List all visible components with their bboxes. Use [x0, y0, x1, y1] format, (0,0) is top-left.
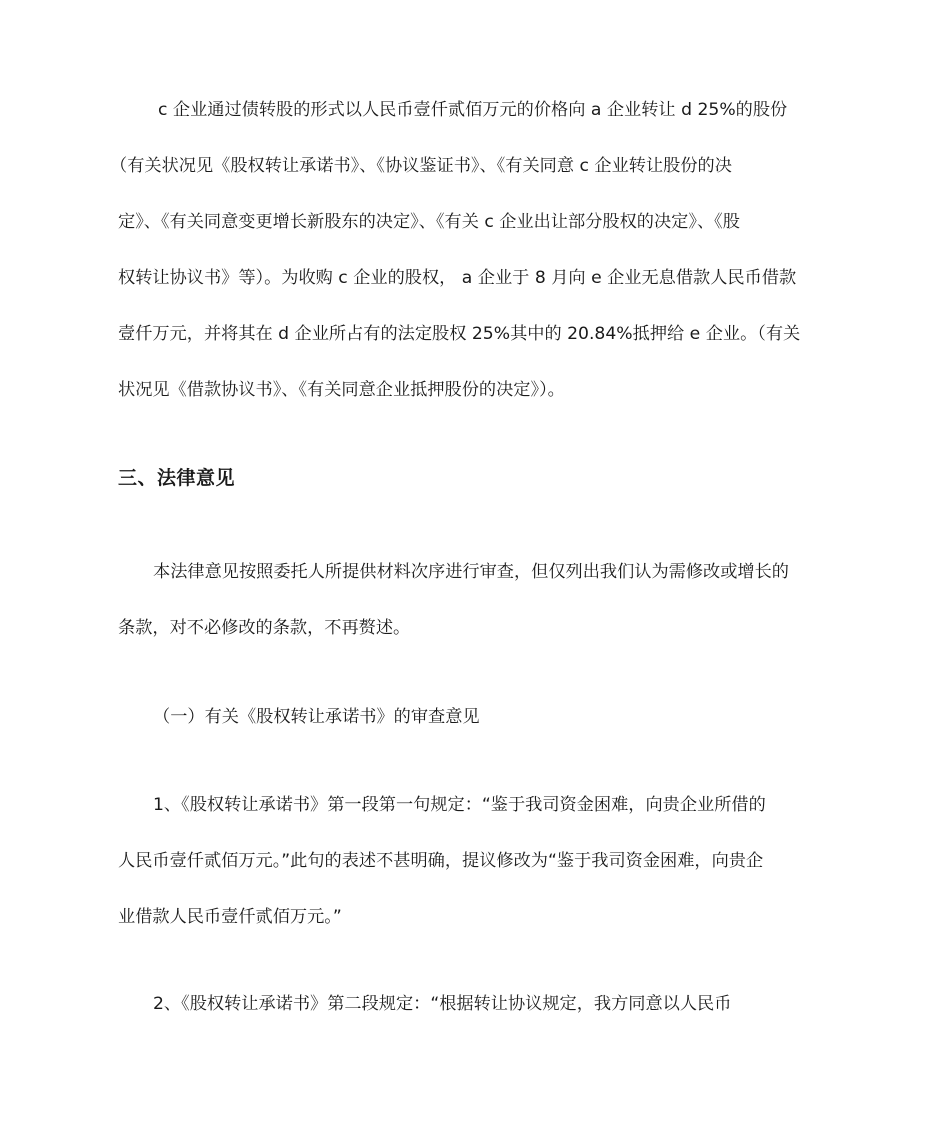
subsection-heading: （一）有关《股权转让承诺书》的审查意见	[153, 707, 480, 727]
paragraph-line: 壹仟万元，并将其在 d 企业所占有的法定股权 25%其中的 20.84%抵押给 e 企业。（有关	[118, 324, 801, 344]
paragraph-line: 1、《股权转让承诺书》第一段第一句规定：“鉴于我司资金困难，向贵企业所借的	[153, 795, 766, 815]
paragraph-item-2	[118, 976, 831, 1032]
paragraph-line: 业借款人民币壹仟贰佰万元。”	[118, 907, 342, 927]
paragraph-share-transfer	[110, 82, 831, 418]
paragraph-line: 条款，对不必修改的条款，不再赘述。	[118, 618, 411, 638]
paragraph-line: 2、《股权转让承诺书》第二段规定：“根据转让协议规定，我方同意以人民币	[153, 994, 732, 1014]
paragraph-item-1	[118, 777, 831, 945]
paragraph-line: c 企业通过债转股的形式以人民币壹仟贰佰万元的价格向 a 企业转让 d 25%的股份	[158, 100, 788, 120]
paragraph-review-scope	[118, 544, 831, 656]
paragraph-line: （有关状况见《股权转让承诺书》、《协议鉴证书》、《有关同意 c 企业转让股份的决	[110, 156, 732, 176]
paragraph-line: 状况见《借款协议书》、《有关同意企业抵押股份的决定》）。	[118, 380, 565, 400]
section-heading: 三、法律意见	[118, 467, 236, 489]
paragraph-line: 权转让协议书》等）。为收购 c 企业的股权， a 企业于 8 月向 e 企业无息借款人民币借款	[118, 268, 797, 288]
paragraph-line: 定》、《有关同意变更增长新股东的决定》、《有关 c 企业出让部分股权的决定》、《股	[118, 212, 740, 232]
paragraph-line: 本法律意见按照委托人所提供材料次序进行审查，但仅列出我们认为需修改或增长的	[153, 562, 789, 582]
paragraph-line: 人民币壹仟贰佰万元。”此句的表述不甚明确，提议修改为“鉴于我司资金困难，向贵企	[118, 851, 764, 871]
